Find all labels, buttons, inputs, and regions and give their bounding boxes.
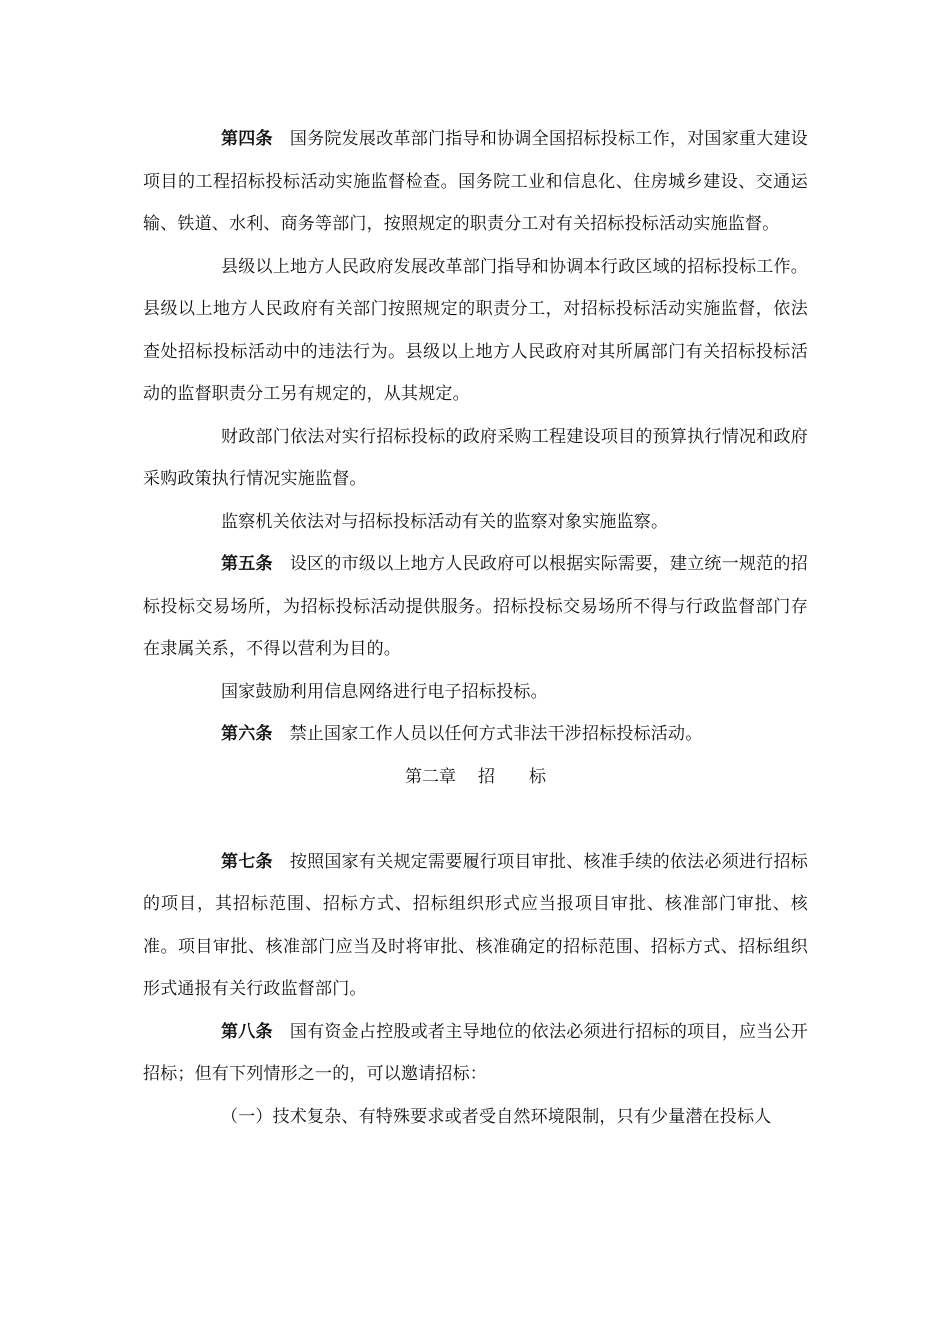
article-text: 县级以上地方人民政府发展改革部门指导和协调本行政区域的招标投标工作。县级以上地方人民政府有关部门按照规定的职责分工，对招标投标活动实施监督，依法查处招标投标活动中的违法行为。县级以上地方人民政府对其所属部门有关招标投标活动的监督职责分工另有规定的，从其规定。 bbox=[143, 256, 808, 404]
article-4-paragraph-4 bbox=[143, 501, 808, 544]
chapter-heading bbox=[143, 756, 808, 841]
article-text: 财政部门依法对实行招标投标的政府采购工程建设项目的预算执行情况和政府采购政策执行情况实施监督。 bbox=[143, 426, 808, 489]
article-label: 第六条 bbox=[221, 724, 273, 744]
article-label: 第八条 bbox=[221, 1021, 273, 1042]
article-4-paragraph-1 bbox=[143, 118, 808, 246]
article-4-paragraph-3 bbox=[143, 416, 808, 501]
article-text: 禁止国家工作人员以任何方式非法干涉招标投标活动。 bbox=[289, 724, 703, 744]
article-label: 第五条 bbox=[221, 554, 273, 574]
article-text: 按照国家有关规定需要履行项目审批、核准手续的依法必须进行招标的项目，其招标范围、招标方式、招标组织形式应当报项目审批、核准部门审批、核准。项目审批、核准部门应当及时将审批、核准确定的招标范围、招标方式、招标组织形式通报有关行政监督部门。 bbox=[143, 851, 808, 999]
document-body bbox=[143, 118, 808, 1138]
chapter-number: 第二章 bbox=[405, 766, 456, 787]
article-text: 国务院发展改革部门指导和协调全国招标投标工作，对国家重大建设项目的工程招标投标活动实施监督检查。国务院工业和信息化、住房城乡建设、交通运输、铁道、水利、商务等部门，按照规定的职责分工对有关招标投标活动实施监督。 bbox=[143, 129, 808, 234]
article-label: 第四条 bbox=[221, 129, 273, 149]
article-text: （一）技术复杂、有特殊要求或者受自然环境限制，只有少量潜在投标人 bbox=[221, 1106, 772, 1127]
article-7-paragraph bbox=[143, 841, 808, 1011]
article-text: 国有资金占控股或者主导地位的依法必须进行招标的项目，应当公开招标；但有下列情形之一的，可以邀请招标： bbox=[143, 1021, 808, 1084]
article-text: 监察机关依法对与招标投标活动有关的监察对象实施监察。 bbox=[221, 511, 669, 532]
article-6-paragraph bbox=[143, 713, 808, 756]
article-text: 设区的市级以上地方人民政府可以根据实际需要，建立统一规范的招标投标交易场所，为招标投标活动提供服务。招标投标交易场所不得与行政监督部门存在隶属关系，不得以营利为目的。 bbox=[143, 554, 808, 659]
article-label: 第七条 bbox=[221, 851, 273, 872]
article-5-paragraph-1 bbox=[143, 543, 808, 671]
article-text: 国家鼓励利用信息网络进行电子招标投标。 bbox=[221, 681, 548, 702]
article-4-paragraph-2 bbox=[143, 246, 808, 416]
article-8-paragraph bbox=[143, 1011, 808, 1096]
article-5-paragraph-2 bbox=[143, 671, 808, 714]
chapter-title-char-1: 招 bbox=[478, 766, 495, 787]
chapter-title-char-2: 标 bbox=[529, 766, 546, 787]
article-8-item-1 bbox=[143, 1096, 808, 1139]
